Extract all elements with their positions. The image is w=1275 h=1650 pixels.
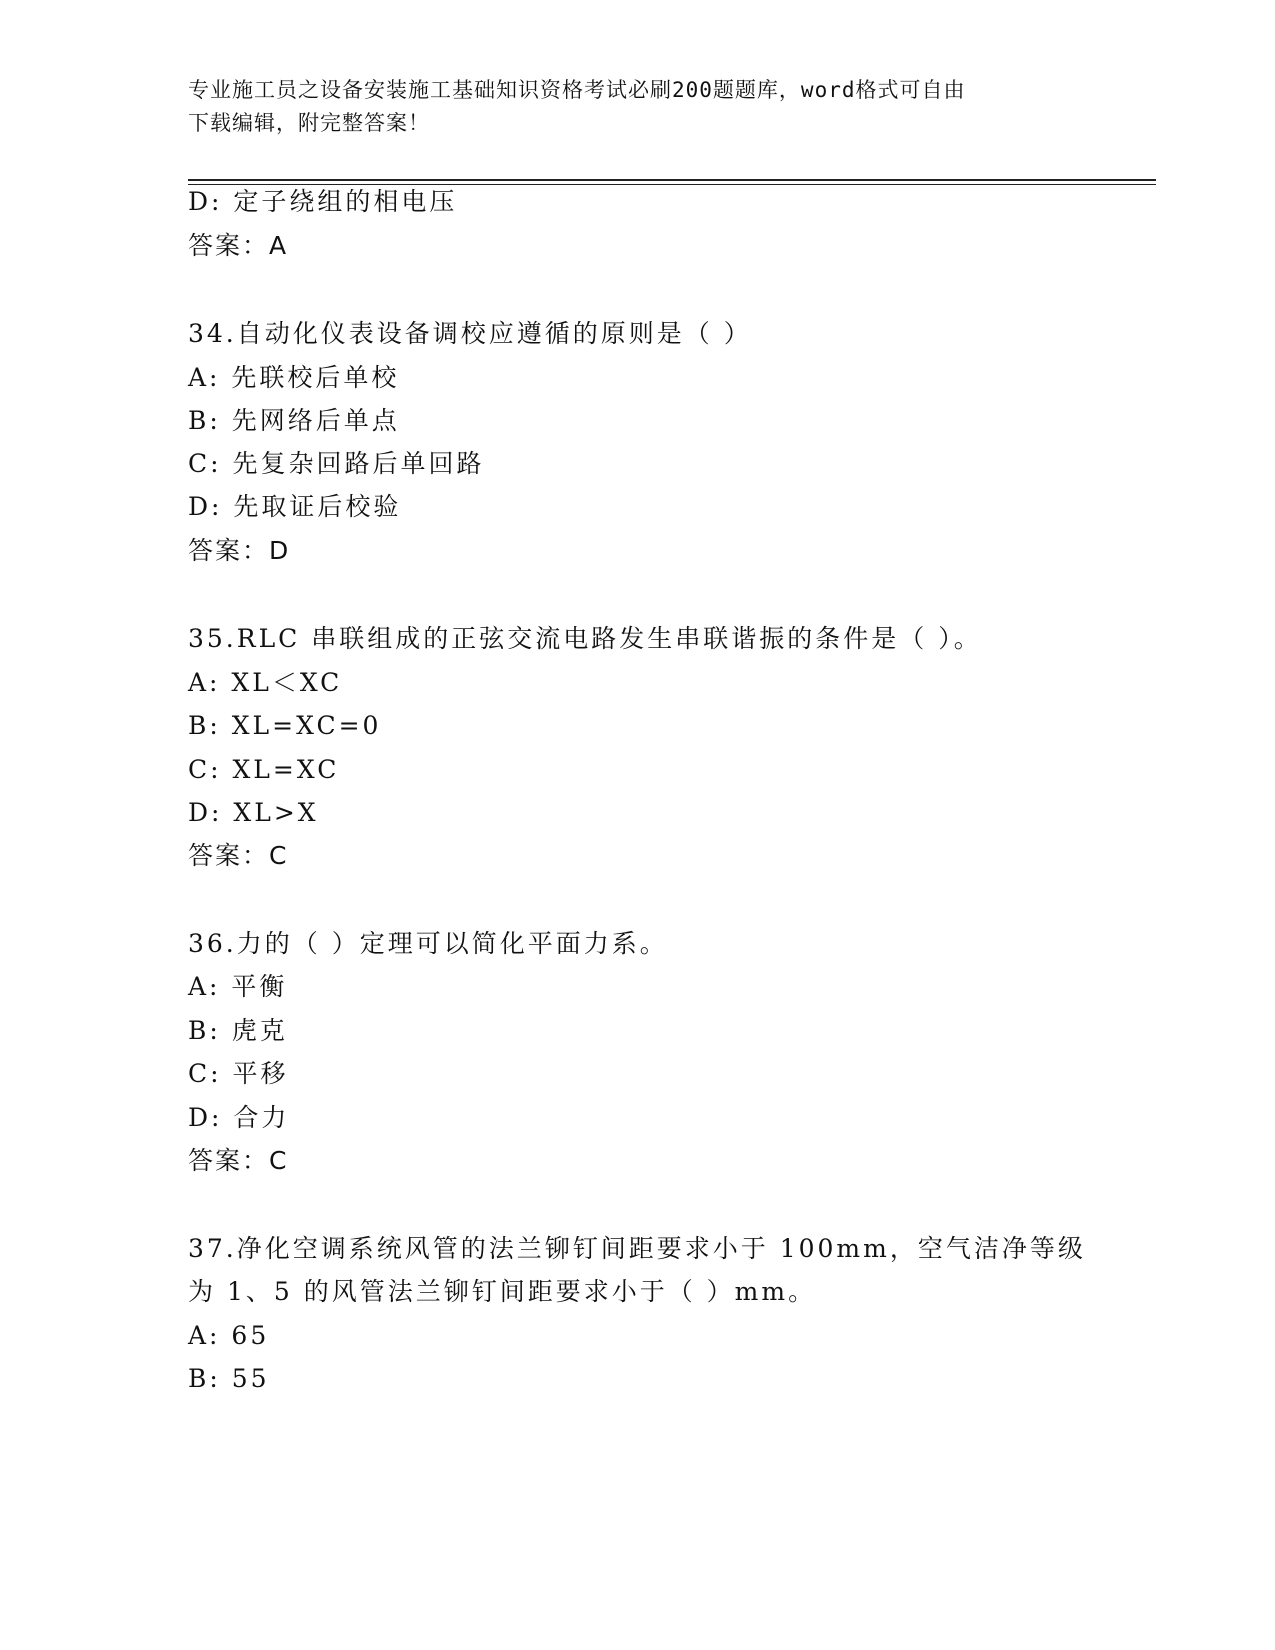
option-c: C: 先复杂回路后单回路	[188, 449, 485, 478]
option-c: C: 平移	[188, 1059, 289, 1088]
option-d: D: 定子绕组的相电压	[188, 187, 458, 216]
answer-line	[188, 1145, 288, 1177]
option-a: A: 65	[188, 1321, 270, 1350]
option-d: D: 先取证后校验	[188, 492, 402, 521]
question-stem: 35.RLC 串联组成的正弦交流电路发生串联谐振的条件是（ ）。	[188, 624, 982, 653]
answer-label: 答案：	[188, 231, 270, 260]
option-b: B: XL=XC=0	[188, 711, 382, 740]
option-d: D: XL>X	[188, 798, 319, 827]
answer-value: A	[269, 231, 289, 260]
header-line-2: 下载编辑，附完整答案！	[188, 111, 430, 135]
header-divider-thick	[188, 179, 1156, 181]
header-divider-thin	[188, 184, 1156, 185]
document-header	[188, 74, 1088, 140]
answer-label: 答案：	[188, 1146, 270, 1175]
option-c: C: XL=XC	[188, 755, 340, 784]
answer-label: 答案：	[188, 841, 270, 870]
question-stem-line-1: 37.净化空调系统风管的法兰铆钉间距要求小于 100mm，空气洁净等级	[188, 1234, 1086, 1263]
question-stem-line-2: 为 1、5 的风管法兰铆钉间距要求小于（ ）mm。	[188, 1277, 817, 1306]
answer-value: D	[269, 536, 291, 565]
answer-label: 答案：	[188, 536, 270, 565]
question-stem: 36.力的（ ）定理可以简化平面力系。	[188, 929, 668, 958]
option-a: A: XL＜XC	[188, 668, 343, 697]
option-b: B: 先网络后单点	[188, 406, 400, 435]
answer-value: C	[269, 1146, 289, 1175]
option-d: D: 合力	[188, 1103, 290, 1132]
option-b: B: 55	[188, 1364, 270, 1393]
question-stem: 34.自动化仪表设备调校应遵循的原则是（ ）	[188, 319, 752, 348]
option-a: A: 平衡	[188, 972, 288, 1001]
header-line-1: 专业施工员之设备安装施工基础知识资格考试必刷200题题库，word格式可自由	[188, 78, 966, 102]
option-b: B: 虎克	[188, 1016, 288, 1045]
answer-value: C	[269, 841, 289, 870]
option-a: A: 先联校后单校	[188, 363, 400, 392]
answer-line	[188, 535, 290, 567]
answer-line	[188, 230, 288, 262]
answer-line	[188, 840, 288, 872]
